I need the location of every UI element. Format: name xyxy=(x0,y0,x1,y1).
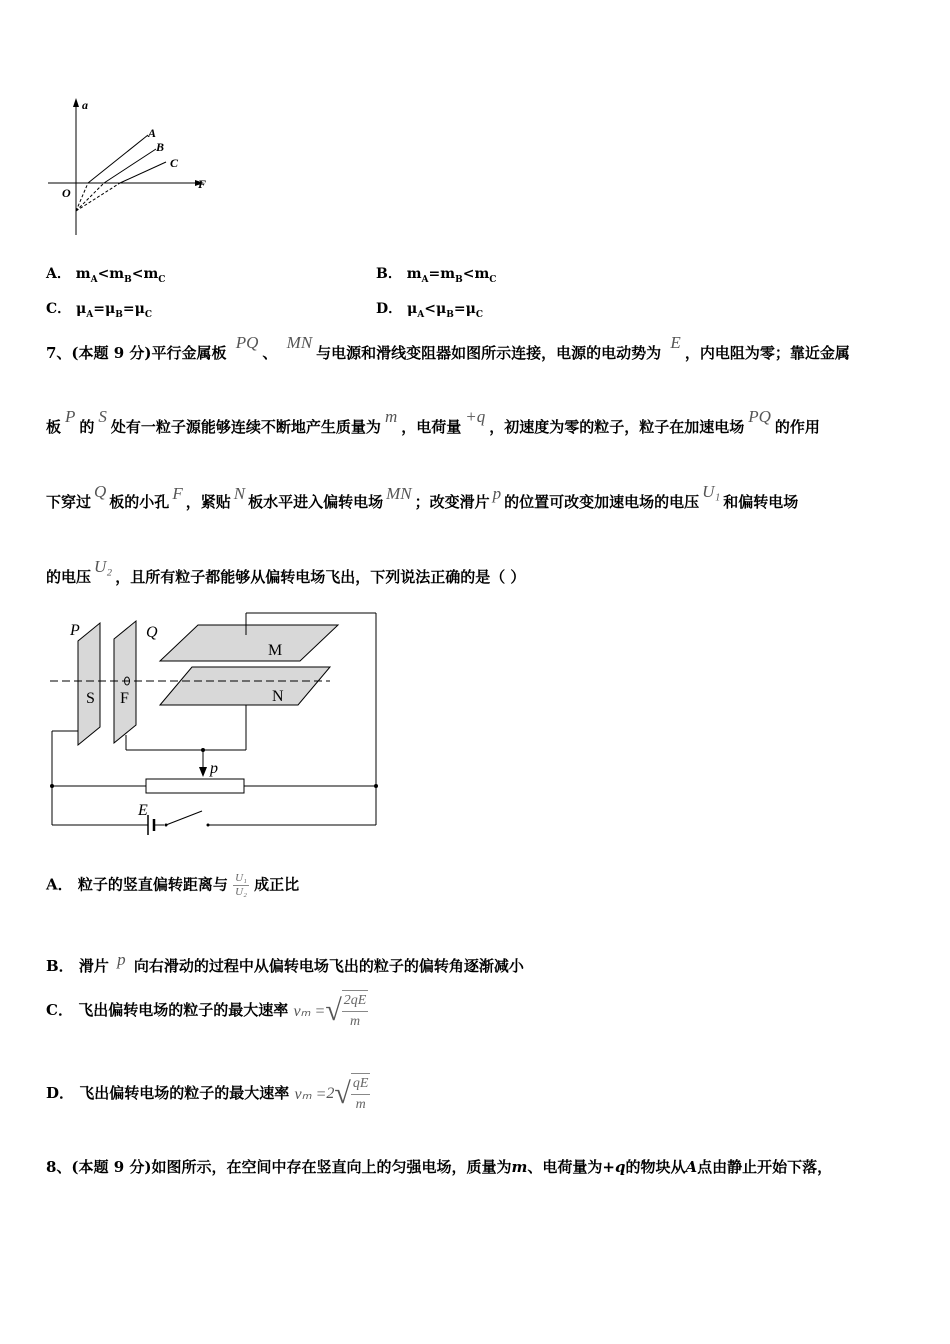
label-n: N xyxy=(272,688,284,705)
q7-option-b[interactable]: B． 滑片 p 向右滑动的过程中从偏转电场飞出的粒子的偏转角逐渐减小 xyxy=(46,950,524,975)
q7-line-2: 板P的S处有一粒子源能够连续不断地产生质量为m，电荷量+q，初速度为零的粒子，粒子在加速电场PQ的作用 xyxy=(46,407,820,436)
line-a xyxy=(88,135,148,183)
q6-option-a[interactable]: A． $m_A<m_B<m_C$ xyxy=(46,266,166,285)
line-c xyxy=(120,162,166,183)
q7-option-d[interactable]: D． 飞出偏转电场的粒子的最大速率 vₘ =2√ $\frac{qE}{m}$ xyxy=(46,1073,370,1115)
line-b-label: B xyxy=(156,140,165,154)
a-f-graph xyxy=(40,95,220,240)
line-a-label: A xyxy=(148,126,157,140)
q6-option-b[interactable]: B． $m_A=m_B<m_C$ xyxy=(376,266,497,285)
q7-option-c[interactable]: C． 飞出偏转电场的粒子的最大速率 vₘ =√ $\frac{2qE}{m}$ xyxy=(46,990,368,1032)
label-slider-p: p xyxy=(210,760,218,777)
q7-line-4: 的电压U₂，且所有粒子都能够从偏转电场飞出，下列说法正确的是（ ） xyxy=(46,557,526,586)
label-e: E xyxy=(138,802,148,819)
label-m: M xyxy=(268,642,283,659)
q7-line-1: 7、(本题 9 分)平行金属板 PQ、 MN与电源和滑线变阻器如图所示连接，电源的电动势为 E，内电阻为零；靠近金属 xyxy=(46,333,850,362)
plate-p xyxy=(78,623,100,745)
axis-f-label: F xyxy=(198,177,207,191)
switch xyxy=(166,811,202,825)
line-c-label: C xyxy=(170,156,179,170)
plate-m xyxy=(160,625,338,661)
q8-line-1: 8、(本题 9 分)如图所示，在空间中存在竖直向上的匀强电场，质量为m、电荷量为+q的物块从A点由静止开始下落， xyxy=(46,1158,833,1176)
label-q: Q xyxy=(146,624,158,641)
q6-option-d[interactable]: D． $\mu_A<\mu_B=\mu_C$ xyxy=(376,301,483,320)
rheostat xyxy=(146,779,244,793)
fraction-u1-u2: $\frac{\text{U₁}}{\text{U₂}}$ xyxy=(235,872,247,898)
plate-n xyxy=(160,667,330,705)
q6-option-c[interactable]: C． $\mu_A=\mu_B=\mu_C$ xyxy=(46,301,153,320)
circuit-diagram xyxy=(40,605,390,835)
q7-line-3: 下穿过Q板的小孔 F ，紧贴 N 板水平进入偏转电场 MN ；改变滑片 p 的位置可改变加速电场的电压U₁和偏转电场 xyxy=(46,482,799,511)
origin-label: O xyxy=(62,186,71,200)
label-p: P xyxy=(70,622,80,639)
q7-option-a[interactable]: A． 粒子的竖直偏转距离与 $\frac{\text{U₁}}{\text{U₂}}$ 成正比 xyxy=(46,872,300,898)
label-f: F xyxy=(120,690,129,707)
axis-a-label: a xyxy=(82,98,88,112)
label-s: S xyxy=(86,690,95,707)
